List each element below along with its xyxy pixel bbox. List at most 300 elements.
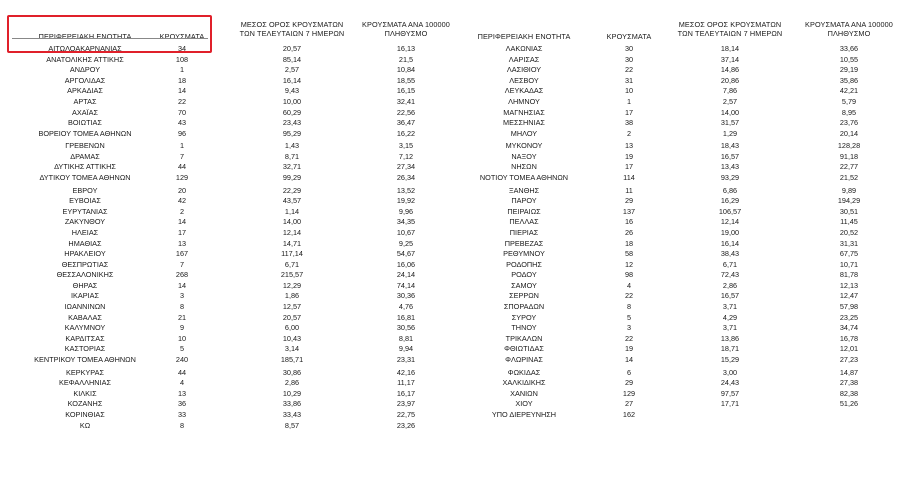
right-avg-7-days-cell: 31,57 [720, 118, 740, 128]
header-rate-line2: ΠΛΗΘΥΣΜΟ [384, 29, 428, 38]
table-row [0, 378, 900, 389]
right-region-name-cell: ΜΑΓΝΗΣΙΑΣ [503, 107, 545, 117]
right-rate-per-100k-cell: 29,19 [839, 65, 859, 75]
table-row [0, 355, 900, 368]
header-rate-right [799, 20, 899, 38]
left-avg-7-days-cell: 12,57 [282, 302, 302, 312]
left-avg-7-days-cell: 32,71 [282, 162, 302, 172]
right-rate-per-100k-cell: 82,38 [839, 388, 859, 398]
left-region-name-cell: ΔΡΑΜΑΣ [70, 151, 100, 161]
right-rate-per-100k-cell: 35,86 [839, 75, 859, 85]
left-cases-cell: 34 [177, 44, 187, 53]
left-avg-7-days-cell: 14,71 [282, 238, 302, 248]
left-region-name-cell: ΑΝΑΤΟΛΙΚΗΣ ΑΤΤΙΚΗΣ [46, 54, 124, 64]
right-region-name-cell: ΦΛΩΡΙΝΑΣ [505, 355, 543, 365]
left-region-name-cell: ΙΩΑΝΝΙΝΩΝ [64, 302, 106, 312]
left-rate-per-100k-cell: 19,92 [396, 196, 416, 206]
right-cases-cell: 16 [624, 217, 634, 227]
right-region-name-cell: ΣΥΡΟΥ [511, 312, 537, 322]
left-region-name-cell: ΕΒΡΟΥ [72, 185, 98, 195]
left-avg-7-days-cell: 20,57 [282, 44, 302, 53]
right-avg-7-days-cell: 72,43 [720, 270, 740, 280]
right-region-name-cell: ΣΑΜΟΥ [511, 280, 537, 290]
left-rate-per-100k-cell: 16,17 [396, 388, 416, 398]
right-rate-per-100k-cell: 9,89 [841, 185, 857, 195]
left-cases-cell: 10 [177, 333, 187, 343]
right-cases-cell: 27 [624, 399, 634, 409]
right-avg-7-days-cell: 6,71 [722, 259, 738, 269]
right-avg-7-days-cell: 17,71 [720, 399, 740, 409]
left-cases-cell: 4 [179, 378, 185, 388]
right-rate-per-100k-cell: 5,79 [841, 96, 857, 106]
left-cases-cell: 70 [177, 107, 187, 117]
right-cases-cell: 19 [624, 151, 634, 161]
header-avg-line2: ΤΩΝ ΤΕΛΕΥΤΑΙΩΝ 7 ΗΜΕΡΩΝ [239, 29, 345, 38]
left-rate-per-100k-cell: 42,16 [396, 367, 416, 377]
left-rate-per-100k-cell: 74,14 [396, 280, 416, 290]
table-row [0, 260, 900, 271]
left-cases-cell: 13 [177, 388, 187, 398]
left-avg-7-days-cell: 215,57 [280, 270, 304, 280]
right-rate-per-100k-cell: 57,98 [839, 302, 859, 312]
left-avg-7-days-cell: 20,57 [282, 312, 302, 322]
table-row [0, 65, 900, 76]
left-rate-per-100k-cell: 7,12 [398, 151, 414, 161]
header-cases-label: ΚΡΟΥΣΜΑΤΑ [606, 32, 652, 41]
right-cases-cell: 6 [626, 367, 632, 377]
table-row [0, 129, 900, 142]
right-rate-per-100k-cell: 22,77 [839, 162, 859, 172]
right-cases-cell: 129 [622, 388, 636, 398]
right-region-name-cell: ΝΟΤΙΟΥ ΤΟΜΕΑ ΑΘΗΝΩΝ [479, 173, 569, 183]
left-cases-cell: 1 [179, 65, 185, 75]
left-rate-per-100k-cell: 4,76 [398, 302, 414, 312]
right-rate-per-100k-cell: 12,01 [839, 344, 859, 354]
left-rate-per-100k-cell: 11,17 [397, 378, 415, 388]
right-region-name-cell: ΛΕΣΒΟΥ [509, 75, 539, 85]
left-rate-per-100k-cell: 24,14 [396, 270, 416, 280]
right-avg-7-days-cell: 16,29 [720, 196, 740, 206]
right-rate-per-100k-cell: 81,78 [839, 270, 859, 280]
left-rate-per-100k-cell: 8,81 [398, 333, 414, 343]
table-row [0, 141, 900, 152]
left-avg-7-days-cell: 30,86 [282, 367, 302, 377]
left-cases-cell: 108 [175, 54, 189, 64]
left-avg-7-days-cell: 2,57 [284, 65, 300, 75]
right-cases-cell: 1 [626, 96, 632, 106]
left-region-name-cell: ΚΙΛΚΙΣ [73, 388, 97, 398]
left-rate-per-100k-cell: 54,67 [396, 249, 416, 259]
left-avg-7-days-cell: 12,29 [282, 280, 302, 290]
left-cases-cell: 13 [177, 238, 187, 248]
left-avg-7-days-cell: 2,86 [284, 378, 300, 388]
right-avg-7-days-cell: 7,86 [722, 86, 738, 96]
left-cases-cell: 8 [179, 302, 185, 312]
left-cases-cell: 14 [177, 86, 187, 96]
right-rate-per-100k-cell: 8,95 [841, 107, 857, 117]
right-cases-cell: 114 [623, 173, 635, 183]
right-cases-cell: 38 [624, 118, 634, 128]
left-region-name-cell: ΗΜΑΘΙΑΣ [68, 238, 102, 248]
left-avg-7-days-cell: 6,71 [284, 259, 300, 269]
right-cases-cell: 29 [624, 378, 634, 388]
right-avg-7-days-cell: 97,57 [720, 388, 740, 398]
right-rate-per-100k-cell: 12,47 [839, 291, 859, 301]
left-region-name-cell: ΕΥΡΥΤΑΝΙΑΣ [62, 206, 108, 216]
left-cases-cell: 44 [177, 367, 187, 377]
left-cases-cell: 7 [179, 259, 185, 269]
left-region-name-cell: ΘΕΣΠΡΩΤΙΑΣ [61, 259, 109, 269]
left-region-name-cell: ΒΟΡΕΙΟΥ ΤΟΜΕΑ ΑΘΗΝΩΝ [38, 128, 132, 138]
left-avg-7-days-cell: 33,86 [282, 399, 302, 409]
table-row [0, 281, 900, 292]
left-avg-7-days-cell: 1,86 [284, 291, 300, 301]
data-rows [0, 44, 900, 431]
right-avg-7-days-cell: 4,29 [722, 312, 738, 322]
right-region-name-cell: ΜΗΛΟΥ [510, 128, 538, 138]
left-rate-per-100k-cell: 13,52 [396, 185, 416, 195]
right-cases-cell: 29 [624, 196, 634, 206]
right-cases-cell: 2 [626, 128, 632, 138]
right-cases-cell: 22 [624, 291, 634, 301]
left-avg-7-days-cell: 1,14 [284, 206, 300, 216]
right-avg-7-days-cell: 6,86 [722, 185, 738, 195]
header-avg-line1: ΜΕΣΟΣ ΟΡΟΣ ΚΡΟΥΣΜΑΤΩΝ [240, 20, 344, 29]
right-avg-7-days-cell: 24,43 [720, 378, 740, 388]
left-rate-per-100k-cell: 16,81 [396, 312, 416, 322]
left-rate-per-100k-cell: 16,13 [396, 44, 416, 53]
left-region-name-cell: ΓΡΕΒΕΝΩΝ [65, 141, 105, 151]
left-avg-7-days-cell: 1,43 [284, 141, 300, 151]
left-region-name-cell: ΚΟΡΙΝΘΙΑΣ [65, 409, 105, 419]
left-region-name-cell: ΚΑΡΔΙΤΣΑΣ [65, 333, 105, 343]
table-row [0, 334, 900, 345]
left-rate-per-100k-cell: 23,97 [396, 399, 416, 409]
header-rate-line2: ΠΛΗΘΥΣΜΟ [827, 29, 871, 38]
right-rate-per-100k-cell: 51,26 [839, 399, 859, 409]
table-row [0, 97, 900, 108]
right-region-name-cell: ΡΕΘΥΜΝΟΥ [503, 249, 545, 259]
left-rate-per-100k-cell: 16,15 [396, 86, 416, 96]
right-avg-7-days-cell: 14,86 [720, 65, 740, 75]
left-cases-cell: 129 [175, 173, 189, 183]
right-region-name-cell: ΛΑΡΙΣΑΣ [508, 54, 540, 64]
right-avg-7-days-cell: 2,57 [722, 96, 738, 106]
table-row [0, 410, 900, 421]
right-avg-7-days-cell: 2,86 [722, 280, 738, 290]
right-cases-cell: 22 [624, 333, 634, 343]
left-rate-per-100k-cell: 23,31 [396, 355, 416, 365]
left-cases-cell: 44 [177, 162, 187, 172]
left-cases-cell: 42 [177, 196, 187, 206]
right-cases-cell: 14 [624, 355, 634, 365]
left-avg-7-days-cell: 185,71 [280, 355, 304, 365]
table-row [0, 399, 900, 410]
table-row [0, 152, 900, 163]
right-rate-per-100k-cell: 20,52 [839, 227, 859, 237]
table-row [0, 118, 900, 129]
header-rate-line1: ΚΡΟΥΣΜΑΤΑ ΑΝΑ 100000 [805, 20, 893, 29]
left-region-name-cell: ΚΕΝΤΡΙΚΟΥ ΤΟΜΕΑ ΑΘΗΝΩΝ [34, 355, 136, 365]
left-region-name-cell: ΗΛΕΙΑΣ [71, 227, 99, 237]
right-rate-per-100k-cell: 30,51 [839, 206, 859, 216]
left-cases-cell: 5 [179, 344, 185, 354]
left-region-name-cell: ΙΚΑΡΙΑΣ [70, 291, 100, 301]
left-cases-cell: 14 [177, 280, 187, 290]
right-avg-7-days-cell: 106,57 [718, 206, 742, 216]
left-region-name-cell: ΑΧΑΪΑΣ [71, 107, 98, 117]
table-row [0, 291, 900, 302]
table-row [0, 313, 900, 324]
right-avg-7-days-cell: 3,00 [722, 367, 738, 377]
header-region-label: ΠΕΡΙΦΕΡΕΙΑΚΗ ΕΝΟΤΗΤΑ [38, 32, 132, 41]
left-region-name-cell: ΚΑΛΥΜΝΟΥ [64, 323, 106, 333]
left-cases-cell: 33 [177, 409, 187, 419]
left-rate-per-100k-cell: 10,84 [396, 65, 416, 75]
right-cases-cell: 17 [624, 162, 634, 172]
table-row [0, 162, 900, 173]
table-row [0, 207, 900, 218]
right-rate-per-100k-cell: 10,55 [839, 54, 859, 64]
red-highlight-box [7, 15, 212, 53]
left-rate-per-100k-cell: 21,5 [398, 54, 414, 64]
left-cases-cell: 8 [179, 420, 185, 430]
left-region-name-cell: ΒΟΙΩΤΙΑΣ [68, 118, 102, 128]
left-region-name-cell: ΑΝΔΡΟΥ [69, 65, 101, 75]
header-cases-label: ΚΡΟΥΣΜΑΤΑ [159, 32, 205, 41]
right-avg-7-days-cell: 3,71 [722, 323, 738, 333]
header-region-right [460, 32, 588, 41]
right-region-name-cell: ΤΗΝΟΥ [511, 323, 537, 333]
right-avg-7-days-cell: 16,14 [720, 238, 740, 248]
right-region-name-cell: ΦΘΙΩΤΙΔΑΣ [504, 344, 544, 354]
right-region-name-cell: ΛΕΥΚΑΔΑΣ [504, 86, 544, 96]
left-cases-cell: 96 [177, 128, 187, 138]
right-region-name-cell: ΠΙΕΡΙΑΣ [509, 227, 539, 237]
right-avg-7-days-cell: 93,29 [720, 173, 740, 183]
right-region-name-cell: ΝΑΞΟΥ [511, 151, 537, 161]
left-rate-per-100k-cell: 16,22 [396, 128, 416, 138]
left-avg-7-days-cell: 8,71 [284, 151, 300, 161]
right-rate-per-100k-cell: 128,28 [837, 141, 861, 151]
right-cases-cell: 162 [622, 409, 636, 419]
left-avg-7-days-cell: 85,14 [282, 54, 302, 64]
right-rate-per-100k-cell: 21,52 [839, 173, 859, 183]
left-rate-per-100k-cell: 22,75 [396, 409, 416, 419]
right-region-name-cell: ΥΠΟ ΔΙΕΡΕΥΝΗΣΗ [491, 409, 557, 419]
left-region-name-cell: ΗΡΑΚΛΕΙΟΥ [64, 249, 106, 259]
left-avg-7-days-cell: 23,43 [282, 118, 302, 128]
left-avg-7-days-cell: 117,14 [281, 249, 303, 259]
table-row [0, 196, 900, 207]
table-row [0, 186, 900, 197]
left-region-name-cell: ΘΕΣΣΑΛΟΝΙΚΗΣ [56, 270, 114, 280]
left-region-name-cell: ΚΑΒΑΛΑΣ [68, 312, 102, 322]
right-region-name-cell: ΜΥΚΟΝΟΥ [505, 141, 543, 151]
right-rate-per-100k-cell: 11,45 [840, 217, 858, 227]
table-row [0, 217, 900, 228]
left-rate-per-100k-cell: 10,67 [396, 227, 416, 237]
right-cases-cell: 30 [624, 44, 634, 53]
table-row [0, 368, 900, 379]
left-region-name-cell: ΚΑΣΤΟΡΙΑΣ [64, 344, 106, 354]
right-avg-7-days-cell: 18,14 [720, 44, 740, 53]
table-row [0, 239, 900, 250]
right-region-name-cell: ΜΕΣΣΗΝΙΑΣ [503, 118, 545, 128]
header-avg-left [238, 20, 346, 38]
table-row [0, 173, 900, 186]
left-rate-per-100k-cell: 26,34 [396, 173, 416, 183]
left-avg-7-days-cell: 10,43 [282, 333, 302, 343]
left-region-name-cell: ΑΡΓΟΛΙΔΑΣ [64, 75, 106, 85]
left-region-name-cell: ΚΕΡΚΥΡΑΣ [65, 367, 105, 377]
table-row [0, 108, 900, 119]
right-cases-cell: 13 [624, 141, 634, 151]
left-cases-cell: 14 [177, 217, 187, 227]
left-region-name-cell: ΑΙΤΩΛΟΑΚΑΡΝΑΝΙΑΣ [48, 44, 122, 53]
right-region-name-cell: ΡΟΔΟΠΗΣ [506, 259, 542, 269]
header-avg-right [676, 20, 784, 38]
left-avg-7-days-cell: 8,57 [284, 420, 300, 430]
right-avg-7-days-cell: 13,43 [720, 162, 740, 172]
right-avg-7-days-cell: 13,86 [720, 333, 740, 343]
table-row [0, 76, 900, 87]
left-cases-cell: 2 [179, 206, 185, 216]
right-cases-cell: 8 [626, 302, 632, 312]
left-cases-cell: 3 [179, 291, 185, 301]
right-region-name-cell: ΧΑΝΙΩΝ [510, 388, 538, 398]
left-avg-7-days-cell: 10,29 [282, 388, 302, 398]
right-cases-cell: 19 [624, 344, 634, 354]
left-rate-per-100k-cell: 9,94 [398, 344, 414, 354]
table-row [0, 270, 900, 281]
left-rate-per-100k-cell: 36,47 [396, 118, 416, 128]
left-rate-per-100k-cell: 9,96 [398, 206, 414, 216]
header-region-label: ΠΕΡΙΦΕΡΕΙΑΚΗ ΕΝΟΤΗΤΑ [477, 32, 571, 41]
left-avg-7-days-cell: 95,29 [282, 128, 302, 138]
right-region-name-cell: ΠΕΛΛΑΣ [509, 217, 539, 227]
right-rate-per-100k-cell: 20,14 [839, 128, 859, 138]
right-region-name-cell: ΦΩΚΙΔΑΣ [507, 367, 541, 377]
left-cases-cell: 240 [175, 355, 189, 365]
left-avg-7-days-cell: 12,14 [282, 227, 302, 237]
left-cases-cell: 43 [177, 118, 187, 128]
right-rate-per-100k-cell: 42,21 [839, 86, 859, 96]
right-cases-cell: 10 [624, 86, 634, 96]
right-region-name-cell: ΧΙΟΥ [515, 399, 533, 409]
right-cases-cell: 30 [624, 54, 634, 64]
right-avg-7-days-cell: 12,14 [720, 217, 740, 227]
header-rate-line1: ΚΡΟΥΣΜΑΤΑ ΑΝΑ 100000 [362, 20, 450, 29]
table-row [0, 249, 900, 260]
right-avg-7-days-cell: 1,29 [722, 128, 738, 138]
right-cases-cell: 5 [626, 312, 632, 322]
right-cases-cell: 12 [624, 259, 634, 269]
right-rate-per-100k-cell: 16,78 [839, 333, 859, 343]
right-cases-cell: 98 [624, 270, 634, 280]
right-cases-cell: 3 [626, 323, 632, 333]
left-avg-7-days-cell: 99,29 [282, 173, 302, 183]
right-rate-per-100k-cell: 23,76 [839, 118, 859, 128]
table-row [0, 86, 900, 97]
left-avg-7-days-cell: 16,14 [282, 75, 302, 85]
left-rate-per-100k-cell: 23,26 [396, 420, 416, 430]
right-region-name-cell: ΛΗΜΝΟΥ [508, 96, 540, 106]
right-avg-7-days-cell: 19,00 [720, 227, 740, 237]
right-region-name-cell: ΤΡΙΚΑΛΩΝ [505, 333, 543, 343]
right-rate-per-100k-cell: 33,66 [839, 44, 859, 53]
right-rate-per-100k-cell: 27,23 [839, 355, 859, 365]
right-region-name-cell: ΣΕΡΡΩΝ [509, 291, 539, 301]
header-avg-line1: ΜΕΣΟΣ ΟΡΟΣ ΚΡΟΥΣΜΑΤΩΝ [678, 20, 782, 29]
right-rate-per-100k-cell: 91,18 [839, 151, 859, 161]
left-rate-per-100k-cell: 9,25 [398, 238, 414, 248]
right-cases-cell: 58 [624, 249, 634, 259]
left-cases-cell: 20 [177, 185, 187, 195]
left-rate-per-100k-cell: 22,56 [396, 107, 416, 117]
left-rate-per-100k-cell: 30,36 [396, 291, 416, 301]
left-cases-cell: 22 [177, 96, 187, 106]
right-cases-cell: 18 [624, 238, 634, 248]
table-row [0, 55, 900, 66]
right-rate-per-100k-cell: 23,25 [839, 312, 859, 322]
left-rate-per-100k-cell: 32,41 [396, 96, 416, 106]
left-rate-per-100k-cell: 18,55 [396, 75, 416, 85]
left-region-name-cell: ΑΡΤΑΣ [73, 96, 97, 106]
left-cases-cell: 21 [177, 312, 187, 322]
left-avg-7-days-cell: 33,43 [282, 409, 302, 419]
right-avg-7-days-cell: 37,14 [720, 54, 740, 64]
right-region-name-cell: ΠΕΙΡΑΙΩΣ [507, 206, 541, 216]
right-rate-per-100k-cell: 67,75 [839, 249, 859, 259]
right-avg-7-days-cell: 3,71 [722, 302, 738, 312]
left-avg-7-days-cell: 10,00 [282, 96, 302, 106]
right-region-name-cell: ΞΑΝΘΗΣ [508, 185, 540, 195]
right-cases-cell: 26 [624, 227, 634, 237]
left-avg-7-days-cell: 6,00 [284, 323, 300, 333]
right-rate-per-100k-cell: 34,74 [839, 323, 859, 333]
table-row [0, 421, 900, 432]
right-cases-cell: 4 [626, 280, 632, 290]
left-avg-7-days-cell: 60,29 [282, 107, 302, 117]
left-region-name-cell: ΚΩ [79, 420, 91, 430]
right-cases-cell: 11 [625, 185, 633, 195]
right-rate-per-100k-cell: 14,87 [839, 367, 859, 377]
left-region-name-cell: ΖΑΚΥΝΘΟΥ [64, 217, 106, 227]
header-cases-right [605, 32, 653, 41]
left-avg-7-days-cell: 3,14 [284, 344, 300, 354]
table-row [0, 344, 900, 355]
right-avg-7-days-cell: 18,71 [720, 344, 740, 354]
left-region-name-cell: ΚΕΦΑΛΛΗΝΙΑΣ [59, 378, 111, 388]
right-avg-7-days-cell: 20,86 [720, 75, 740, 85]
left-avg-7-days-cell: 43,57 [282, 196, 302, 206]
left-region-name-cell: ΚΟΖΑΝΗΣ [67, 399, 103, 409]
left-avg-7-days-cell: 14,00 [282, 217, 302, 227]
right-rate-per-100k-cell: 27,38 [839, 378, 859, 388]
left-rate-per-100k-cell: 27,34 [396, 162, 416, 172]
right-region-name-cell: ΠΑΡΟΥ [511, 196, 537, 206]
header-avg-line2: ΤΩΝ ΤΕΛΕΥΤΑΙΩΝ 7 ΗΜΕΡΩΝ [677, 29, 783, 38]
right-region-name-cell: ΧΑΛΚΙΔΙΚΗΣ [502, 378, 546, 388]
right-avg-7-days-cell: 15,29 [720, 355, 740, 365]
right-region-name-cell: ΠΡΕΒΕΖΑΣ [504, 238, 544, 248]
left-rate-per-100k-cell: 3,15 [398, 141, 414, 151]
left-cases-cell: 268 [175, 270, 189, 280]
left-region-name-cell: ΔΥΤΙΚΟΥ ΤΟΜΕΑ ΑΘΗΝΩΝ [39, 173, 131, 183]
right-region-name-cell: ΛΑΚΩΝΙΑΣ [505, 44, 543, 53]
left-region-name-cell: ΔΥΤΙΚΗΣ ΑΤΤΙΚΗΣ [54, 162, 116, 172]
